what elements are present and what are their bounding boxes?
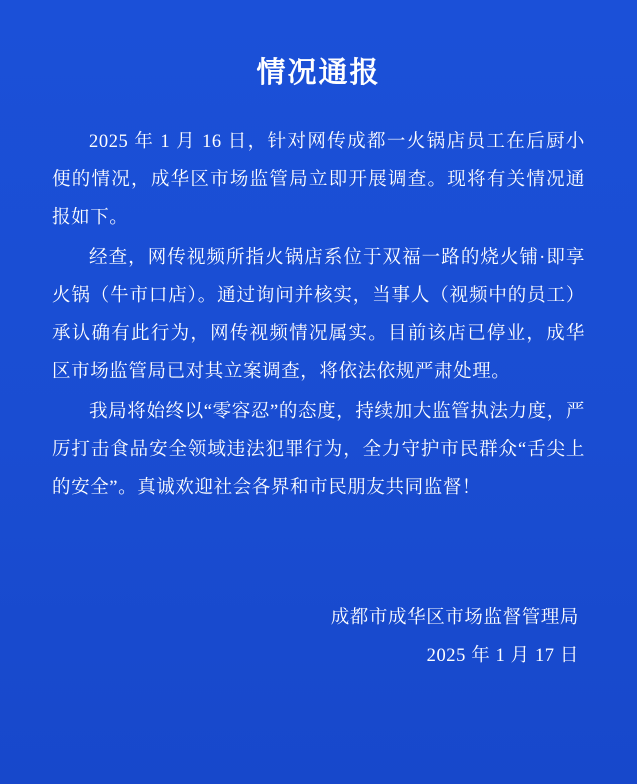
paragraph-3: 我局将始终以“零容忍”的态度，持续加大监管执法力度，严厉打击食品安全领域违法犯罪行为，全力守护市民群众“舌尖上的安全”。真诚欢迎社会各界和市民朋友共同监督！ bbox=[52, 402, 585, 498]
signature-block bbox=[52, 599, 585, 675]
paragraph-1: 2025 年 1 月 16 日，针对网传成都一火锅店员工在后厨小便的情况，成华区市场监管局立即开展调查。现将有关情况通报如下。 bbox=[52, 132, 585, 228]
signature-issuer: 成都市成华区市场监督管理局 bbox=[330, 608, 579, 628]
signature-date: 2025 年 1 月 17 日 bbox=[426, 646, 579, 666]
notice-body bbox=[52, 123, 585, 507]
page-title: 情况通报 bbox=[256, 57, 381, 89]
paragraph-2: 经查，网传视频所指火锅店系位于双福一路的烧火铺·即享火锅（牛市口店）。通过询问并核实，当事人（视频中的员工）承认确有此行为，网传视频情况属实。目前该店已停业，成华区市场监管局已对其立案调查，将依法依规严肃处理。 bbox=[52, 248, 585, 382]
